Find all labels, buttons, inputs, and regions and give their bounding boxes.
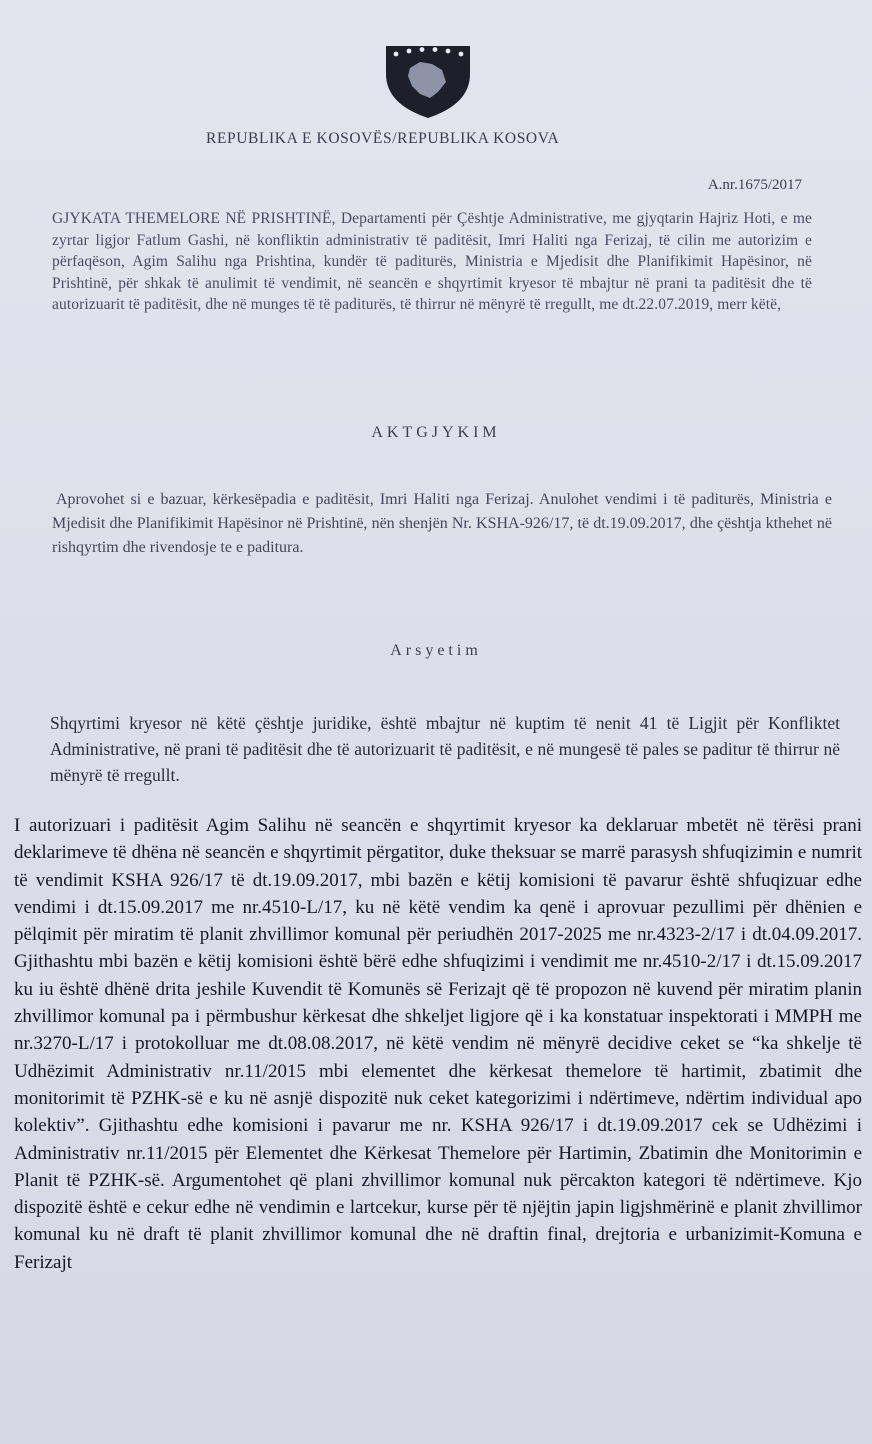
reasoning-paragraph-1: Shqyrtimi kryesor në këtë çështje juridike, është mbajtur në kuptim të nenit 41 të Ligjit për Konfliktet Administrative, në prani të paditësit dhe të autorizuarit të paditësit, e në mungesë të pales se paditur të thirrur në mënyrë të rregullt. xyxy=(50,713,840,785)
kosovo-coat-of-arms-icon xyxy=(380,40,476,120)
reasoning-heading: Arsyetim xyxy=(390,642,482,659)
verdict-text: Aprovohet si e bazuar, kërkesëpadia e paditësit, Imri Haliti nga Ferizaj. Anulohet vendimi i të paditurës, Ministria e Mjedisit dhe Planifikimit Hapësinor në Prishtinë, nën shenjën Nr. KSHA-926/17, të dt.19.09.2017, dhe çështja kthehet në rishqyrtim dhe rivendosje te e paditura. xyxy=(52,491,832,556)
reasoning-paragraph-2: I autorizuari i paditësit Agim Salihu në seancën e shqyrtimit kryesor ka deklaruar mbetët në tërësi prani deklarimeve të dhëna në seancën e shqyrtimit përgatitor, duke theksuar se marrë parasysh shfuqizimin e numrit të vendimit KSHA 926/17 të dt.19.09.2017, mbi bazën e këtij komisioni të pavarur është shfuqizuar edhe vendimi i dt.15.09.2017 me nr.4510-L/17, ku në këtë vendim ka qenë i aprovuar pezullimi për dhënien e pëlqimit për miratim të planit zhvillimor komunal për periudhën 2017-2025 me nr.4323-2/17 i dt.04.09.2017. Gjithashtu mbi bazën e këtij komisioni është bërë edhe shfuqizimi i vendimit me nr.4510-2/17 i dt.15.09.2017 ku iu është dhënë drita jeshile Kuvendit të Komunës së Ferizajt që të propozon në kuvend për miratim planin zhvillimor komunal pa i përmbushur kërkesat dhe shkeljet ligjore që i ka konstatuar inspektorati i MMPH me nr.3270-L/17 i protokolluar me dt.08.08.2017, në këtë vendim në mënyrë decidive ceket se “ka shkelje të Udhëzimit Administrativ nr.11/2015 mbi elementet dhe kërkesat themelore të hartimit, zbatimit dhe monitorimit të PZHK-së e ku në asnjë dispozitë nuk ceket kategorizimi i ndërtimeve, ndërtim individual apo kolektiv”. Gjithashtu edhe komisioni i pavarur me nr. KSHA 926/17 i dt.19.09.2017 cek se Udhëzimi i Administrativ nr.11/2015 për Elementet dhe Kërkesat Themelore për Hartimin, Zbatimin dhe Monitorimin e Planit të PZHK-së. Argumentohet që plani zhvillimor komunal nuk përcakton kategori të ndërtimeve. Kjo dispozitë është e cekur edhe në vendimin e lartcekur, kurse për të njëjtin japin ligjshmërinë e planit zhvillimor komunal ku në draft të planit zhvillimor komunal dhe në draftin final, drejtoria e urbanizimit-Komuna e Ferizajt xyxy=(14,815,862,1273)
emblem-svg xyxy=(380,40,476,120)
case-number: A.nr.1675/2017 xyxy=(707,177,802,193)
intro-paragraph: GJYKATA THEMELORE NË PRISHTINË, Departamenti për Çështje Administrative, me gjyqtarin Hajriz Hoti, e me zyrtar ligjor Fatlum Gashi, në konfliktin administrativ të paditësit, Imri Haliti nga Ferizaj, të cilin me autorizim e përfaqëson, Agim Salihu nga Prishtina, kundër të paditurës, Ministria e Mjedisit dhe Planifikimit Hapësinor, në Prishtinë, për shkak të anulimit të vendimit, në seancën e shqyrtimit kryesor të mbajtur në prani ta paditësit dhe të autorizuarit të paditësit, dhe në munges të të paditurës, të thirrur në mënyrë të rregullt, me dt.22.07.2019, merr këtë, xyxy=(52,210,812,313)
republic-title: REPUBLIKA E KOSOVËS/REPUBLIKA KOSOVA xyxy=(206,130,560,147)
verdict-heading: AKTGJYKIM xyxy=(371,424,501,441)
